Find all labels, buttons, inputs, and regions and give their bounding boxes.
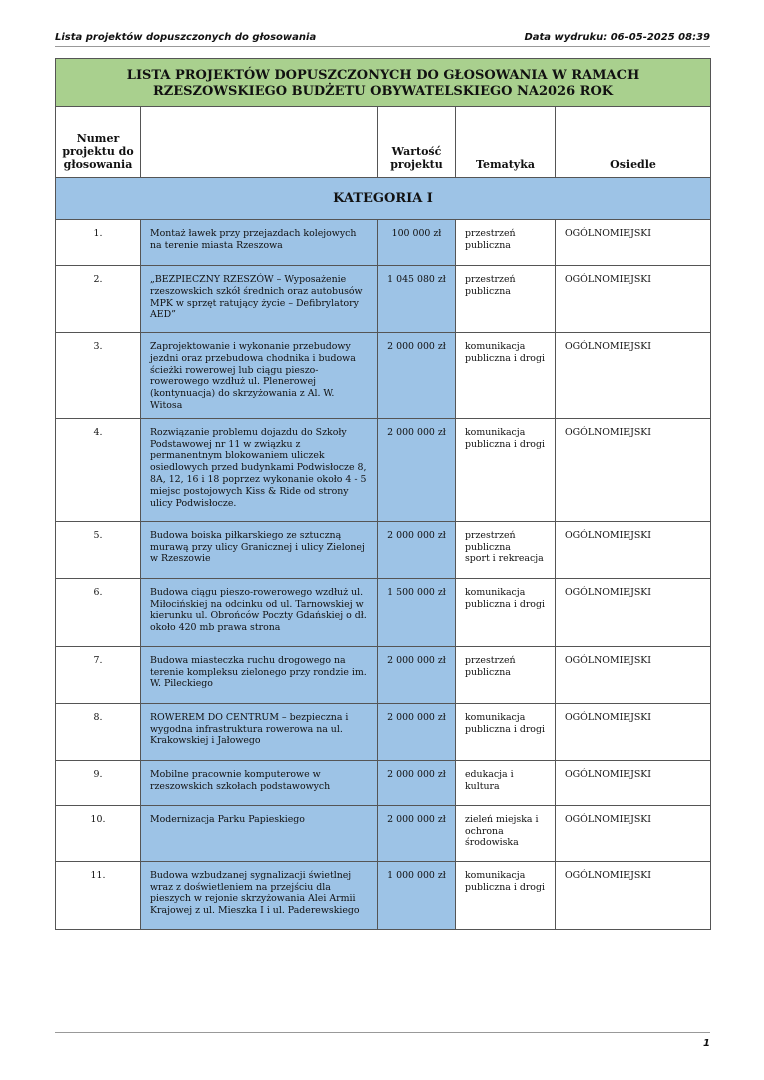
project-value: 1 045 080 zł: [378, 266, 456, 333]
project-district: OGÓLNOMIEJSKI: [556, 521, 711, 578]
project-number: 7.: [56, 646, 141, 703]
category-label: KATEGORIA I: [56, 178, 711, 220]
project-value: 1 500 000 zł: [378, 578, 456, 646]
project-district: OGÓLNOMIEJSKI: [556, 220, 711, 266]
project-district: OGÓLNOMIEJSKI: [556, 805, 711, 861]
project-topic: edukacja i kultura: [456, 760, 556, 805]
project-name: ROWEREM DO CENTRUM – bezpieczna i wygodna infrastruktura rowerowa na ul. Krakowskiej i Jałowego: [141, 703, 378, 760]
project-topic: komunikacja publiczna i drogi: [456, 861, 556, 929]
column-header-name: [141, 107, 378, 178]
category-row: [56, 178, 711, 220]
project-name: „BEZPIECZNY RZESZÓW – Wyposażenie rzeszowskich szkół średnich oraz autobusów MPK w sprzęt ratujący życie – Defibrylatory AED”: [141, 266, 378, 333]
page-footer: [55, 1032, 710, 1049]
table-row: [56, 861, 711, 929]
project-name: Rozwiązanie problemu dojazdu do Szkoły Podstawowej nr 11 w związku z permanentnym blokowaniem uliczek osiedlowych przed budynkami Podwisłocze 8, 8A, 12, 16 i 18 poprzez wykonanie około 4 - 5 miejsc postojowych Kiss & Ride od strony ulicy Podwisłocze.: [141, 418, 378, 521]
column-header-district: Osiedle: [556, 107, 711, 178]
project-number: 2.: [56, 266, 141, 333]
project-rows: [56, 220, 711, 930]
project-topic: komunikacja publiczna i drogi: [456, 703, 556, 760]
project-number: 5.: [56, 521, 141, 578]
table-row: [56, 266, 711, 333]
table-row: [56, 418, 711, 521]
project-topic: komunikacja publiczna i drogi: [456, 418, 556, 521]
project-number: 9.: [56, 760, 141, 805]
project-topic: zieleń miejska i ochrona środowiska: [456, 805, 556, 861]
page-header: [55, 31, 710, 47]
project-name: Budowa wzbudzanej sygnalizacji świetlnej wraz z doświetleniem na przejściu dla pieszych w rejonie skrzyżowania Alei Armii Krajowej z ul. Mieszka I i ul. Paderewskiego: [141, 861, 378, 929]
project-topic: przestrzeń publiczna: [456, 266, 556, 333]
table-title: LISTA PROJEKTÓW DOPUSZCZONYCH DO GŁOSOWANIA W RAMACH RZESZOWSKIEGO BUDŻETU OBYWATELSKIEGO NA2026 ROK: [56, 59, 711, 107]
project-number: 4.: [56, 418, 141, 521]
table-row: [56, 220, 711, 266]
project-value: 1 000 000 zł: [378, 861, 456, 929]
column-header-value: Wartość projektu: [378, 107, 456, 178]
project-number: 11.: [56, 861, 141, 929]
title-row: [56, 59, 711, 107]
project-value: 2 000 000 zł: [378, 521, 456, 578]
document-title: Lista projektów dopuszczonych do głosowania: [55, 32, 317, 43]
column-header-number: Numer projektu do głosowania: [56, 107, 141, 178]
table-row: [56, 578, 711, 646]
projects-table: [55, 58, 711, 930]
table-row: [56, 521, 711, 578]
project-name: Mobilne pracownie komputerowe w rzeszowskich szkołach podstawowych: [141, 760, 378, 805]
project-name: Zaprojektowanie i wykonanie przebudowy jezdni oraz przebudowa chodnika i budowa ścieżki rowerowej lub ciągu pieszo-rowerowego wzdłuż ul. Plenerowej (kontynuacja) do skrzyżowania z Al. W. Witosa: [141, 333, 378, 419]
project-district: OGÓLNOMIEJSKI: [556, 266, 711, 333]
project-topic: komunikacja publiczna i drogi: [456, 333, 556, 419]
project-name: Budowa boiska piłkarskiego ze sztuczną murawą przy ulicy Granicznej i ulicy Zielonej w Rzeszowie: [141, 521, 378, 578]
project-number: 8.: [56, 703, 141, 760]
project-district: OGÓLNOMIEJSKI: [556, 578, 711, 646]
project-number: 1.: [56, 220, 141, 266]
project-district: OGÓLNOMIEJSKI: [556, 646, 711, 703]
page-number: 1: [703, 1038, 710, 1049]
project-topic: przestrzeń publiczna sport i rekreacja: [456, 521, 556, 578]
project-district: OGÓLNOMIEJSKI: [556, 760, 711, 805]
print-date: Data wydruku: 06-05-2025 08:39: [524, 32, 710, 43]
column-header-row: [56, 107, 711, 178]
table-row: [56, 646, 711, 703]
table-row: [56, 333, 711, 419]
project-district: OGÓLNOMIEJSKI: [556, 333, 711, 419]
project-name: Budowa ciągu pieszo-rowerowego wzdłuż ul. Miłocińskiej na odcinku od ul. Tarnowskiej w kierunku ul. Obrońców Poczty Gdańskiej o dł. około 420 mb prawa strona: [141, 578, 378, 646]
project-value: 2 000 000 zł: [378, 646, 456, 703]
project-district: OGÓLNOMIEJSKI: [556, 703, 711, 760]
project-number: 6.: [56, 578, 141, 646]
project-name: Modernizacja Parku Papieskiego: [141, 805, 378, 861]
project-value: 2 000 000 zł: [378, 760, 456, 805]
table-row: [56, 703, 711, 760]
project-district: OGÓLNOMIEJSKI: [556, 861, 711, 929]
project-topic: komunikacja publiczna i drogi: [456, 578, 556, 646]
project-number: 10.: [56, 805, 141, 861]
project-district: OGÓLNOMIEJSKI: [556, 418, 711, 521]
project-topic: przestrzeń publiczna: [456, 646, 556, 703]
project-number: 3.: [56, 333, 141, 419]
table-row: [56, 760, 711, 805]
project-value: 100 000 zł: [378, 220, 456, 266]
project-value: 2 000 000 zł: [378, 805, 456, 861]
column-header-topic: Tematyka: [456, 107, 556, 178]
project-name: Budowa miasteczka ruchu drogowego na terenie kompleksu zielonego przy rondzie im. W. Pileckiego: [141, 646, 378, 703]
project-topic: przestrzeń publiczna: [456, 220, 556, 266]
project-value: 2 000 000 zł: [378, 703, 456, 760]
table-row: [56, 805, 711, 861]
project-value: 2 000 000 zł: [378, 333, 456, 419]
project-value: 2 000 000 zł: [378, 418, 456, 521]
project-name: Montaż ławek przy przejazdach kolejowych na terenie miasta Rzeszowa: [141, 220, 378, 266]
